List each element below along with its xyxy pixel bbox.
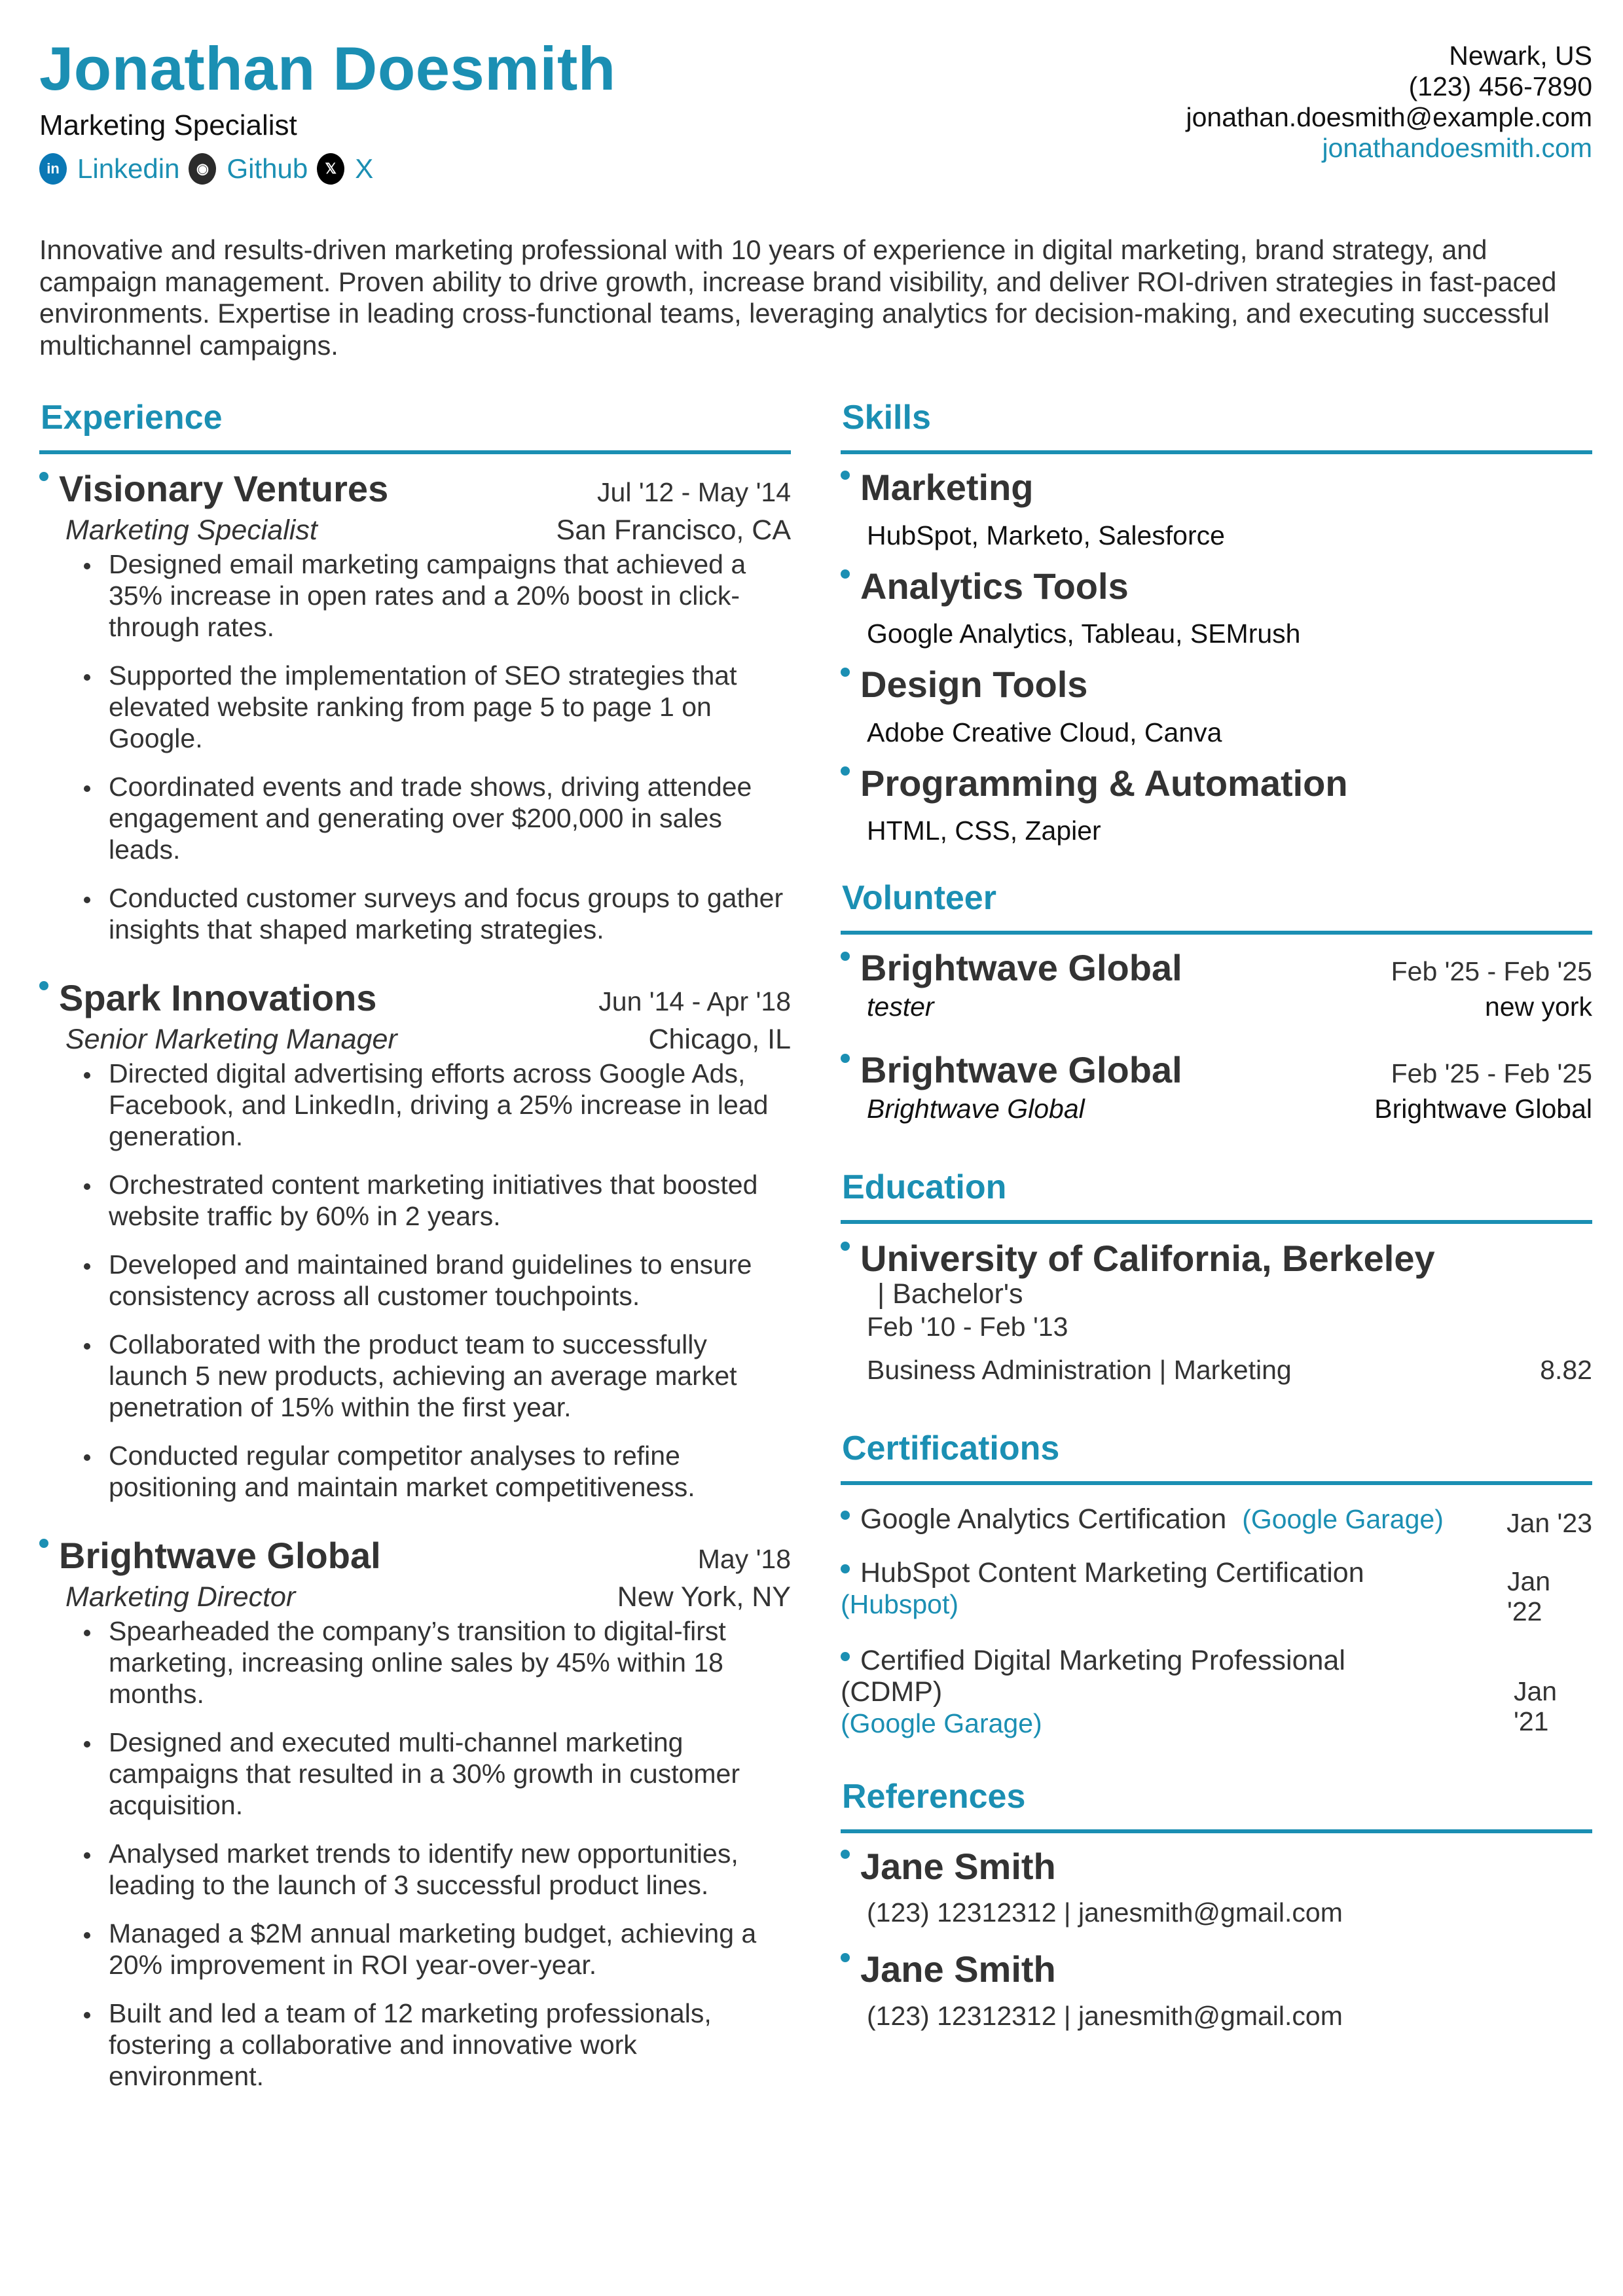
bullet-dot-icon [39,1539,48,1548]
bullet-dot-icon [39,981,48,990]
skill-values: Adobe Creative Cloud, Canva [867,717,1222,747]
certification-entry [841,1645,1592,1739]
bullet-dot-icon [841,1652,850,1661]
candidate-name: Jonathan Doesmith [39,34,616,103]
job-dates: Jul '12 - May '14 [597,477,791,507]
skill-group [841,467,1592,549]
bullet-dot-icon [841,668,850,677]
job-bullet: Developed and maintained brand guidelines to ensure consistency across all customer touchpoints. [82,1249,791,1312]
section-divider [841,1220,1592,1224]
education-dates: Feb '10 - Feb '13 [867,1312,1068,1342]
reference-entry [841,1950,1592,2032]
job-bullet: Orchestrated content marketing initiatives that boosted website traffic by 60% in 2 years. [82,1169,791,1232]
job-bullets [39,1058,791,1503]
x-icon: 𝕏 [317,153,344,185]
job-bullet: Coordinated events and trade shows, driving attendee engagement and generating over $200,000 in sales leads. [82,771,791,865]
job-bullet: Built and led a team of 12 marketing professionals, fostering a collaborative and innovative work environment. [82,1998,791,2092]
bullet-dot-icon [841,952,850,961]
volunteer-location: Brightwave Global [1374,1094,1592,1124]
left-column [39,401,791,2109]
linkedin-label: Linkedin [77,153,180,184]
job-bullet: Supported the implementation of SEO strategies that elevated website ranking from page 5 to page 1 on Google. [82,660,791,754]
volunteer-location: new york [1484,992,1592,1022]
section-divider [841,450,1592,454]
volunteer-role: tester [867,992,934,1022]
linkedin-link[interactable] [39,153,179,185]
job-company: Visionary Ventures [59,468,389,509]
certification-name: HubSpot Content Marketing Certification [860,1556,1364,1588]
bullet-dot-icon [39,472,48,481]
job-entry [39,979,791,1503]
job-bullet: Conducted customer surveys and focus groups to gather insights that shaped marketing strategies. [82,882,791,945]
certification-issuer: (Google Garage) [1242,1503,1444,1534]
job-bullet: Conducted regular competitor analyses to refine positioning and maintain market competitiveness. [82,1440,791,1503]
right-column [841,401,1592,2032]
job-bullet: Collaborated with the product team to successfully launch 5 new products, achieving an average market penetration of 15% within the first year. [82,1329,791,1423]
bullet-dot-icon [841,1242,850,1251]
job-dates: May '18 [697,1544,791,1575]
section-divider [841,1481,1592,1485]
job-bullets [39,548,791,945]
reference-entry [841,1845,1592,1929]
github-icon: ◉ [189,153,216,185]
contact-location: Newark, US [1449,41,1592,71]
volunteer-org: Brightwave Global [860,1049,1182,1091]
certification-issuer: (Google Garage) [841,1708,1042,1738]
skill-name: Programming & Automation [860,762,1348,804]
job-bullet: Designed email marketing campaigns that achieved a 35% increase in open rates and a 20% boost in click-through rates. [82,548,791,643]
skill-name: Analytics Tools [860,565,1129,607]
summary-paragraph: Innovative and results-driven marketing professional with 10 years of experience in digital marketing, brand strategy, and campaign management. Proven ability to drive growth, increase brand visibility, and deliver ROI-driven strategies in fast-paced environments. Expertise in leading cross-functional teams, leveraging analytics for decision-making, and executing successful multichannel campaigns. [39,234,1557,361]
certification-issuer: (Hubspot) [841,1588,959,1619]
section-divider [39,450,791,454]
section-title-volunteer: Volunteer [842,879,996,918]
volunteer-org: Brightwave Global [860,947,1182,989]
education-school: University of California, Berkeley [860,1238,1435,1280]
skill-group [841,566,1592,648]
job-title: Marketing Specialist [65,514,318,546]
education-field: Business Administration | Marketing [867,1354,1292,1385]
job-title: Marketing Director [65,1581,296,1613]
section-divider [841,1829,1592,1833]
volunteer-role: Brightwave Global [867,1094,1085,1124]
job-bullet: Designed and executed multi-channel marketing campaigns that resulted in a 30% growth in customer acquisition. [82,1727,791,1821]
job-dates: Jun '14 - Apr '18 [598,986,791,1017]
github-link[interactable] [189,153,308,185]
contact-phone: (123) 456-7890 [1408,71,1592,101]
volunteer-entry [841,1051,1592,1124]
certification-name: Google Analytics Certification [860,1503,1227,1535]
bullet-dot-icon [841,569,850,579]
volunteer-dates: Feb '25 - Feb '25 [1391,956,1592,987]
bullet-dot-icon [841,1953,850,1962]
job-location: New York, NY [617,1581,791,1613]
job-bullet: Analysed market trends to identify new opportunities, leading to the launch of 3 successful product lines. [82,1838,791,1901]
job-company: Brightwave Global [59,1535,381,1577]
section-title-references: References [842,1777,1026,1816]
section-divider [841,931,1592,935]
reference-name: Jane Smith [860,1948,1056,1990]
skill-group [841,664,1592,746]
reference-name: Jane Smith [860,1845,1056,1887]
contact-email[interactable]: jonathan.doesmith@example.com [1186,102,1592,132]
certification-date: Jan '22 [1507,1566,1551,1626]
volunteer-entry [841,949,1592,1022]
skill-group [841,763,1592,845]
job-bullet: Managed a $2M annual marketing budget, achieving a 20% improvement in ROI year-over-year. [82,1918,791,1981]
job-location: Chicago, IL [648,1023,791,1055]
contact-block [1186,41,1592,164]
job-bullet: Spearheaded the company’s transition to digital-first marketing, increasing online sales by 45% within 18 months. [82,1615,791,1710]
candidate-role: Marketing Specialist [39,109,297,141]
volunteer-dates: Feb '25 - Feb '25 [1391,1058,1592,1089]
job-entry [39,1537,791,2092]
bullet-dot-icon [841,766,850,776]
reference-contact: (123) 12312312 | janesmith@gmail.com [867,2001,1343,2032]
skill-values: Google Analytics, Tableau, SEMrush [867,619,1301,649]
job-bullets [39,1615,791,2092]
certification-date: Jan '21 [1514,1676,1558,1736]
github-label: Github [227,153,308,184]
certification-entry [841,1503,1592,1539]
section-title-experience: Experience [41,399,223,437]
section-title-education: Education [842,1168,1007,1207]
certification-date: Jan '23 [1506,1507,1592,1538]
section-title-skills: Skills [842,399,931,437]
section-title-certifications: Certifications [842,1429,1060,1467]
education-entry [841,1240,1592,1385]
education-degree: | Bachelor's [877,1278,1023,1310]
education-score: 8.82 [1540,1354,1592,1385]
certification-name: Certified Digital Marketing Professional (CDMP) [841,1644,1345,1708]
bullet-dot-icon [841,471,850,480]
bullet-dot-icon [841,1511,850,1520]
skill-name: Marketing [860,467,1034,508]
certification-entry [841,1557,1592,1626]
linkedin-icon: in [39,153,67,185]
job-bullet: Directed digital advertising efforts across Google Ads, Facebook, and LinkedIn, driving a 25% increase in lead generation. [82,1058,791,1152]
reference-contact: (123) 12312312 | janesmith@gmail.com [867,1897,1343,1928]
job-company: Spark Innovations [59,977,377,1019]
skill-name: Design Tools [860,664,1088,706]
job-entry [39,470,791,945]
skill-values: HTML, CSS, Zapier [867,816,1101,846]
bullet-dot-icon [841,1564,850,1573]
job-location: San Francisco, CA [556,514,791,546]
skill-values: HubSpot, Marketo, Salesforce [867,520,1225,550]
x-link[interactable] [317,153,373,185]
resume-header [39,34,1592,195]
job-title: Senior Marketing Manager [65,1023,397,1055]
contact-website[interactable]: jonathandoesmith.com [1322,133,1592,163]
x-label: X [355,153,374,184]
bullet-dot-icon [841,1850,850,1859]
bullet-dot-icon [841,1054,850,1063]
